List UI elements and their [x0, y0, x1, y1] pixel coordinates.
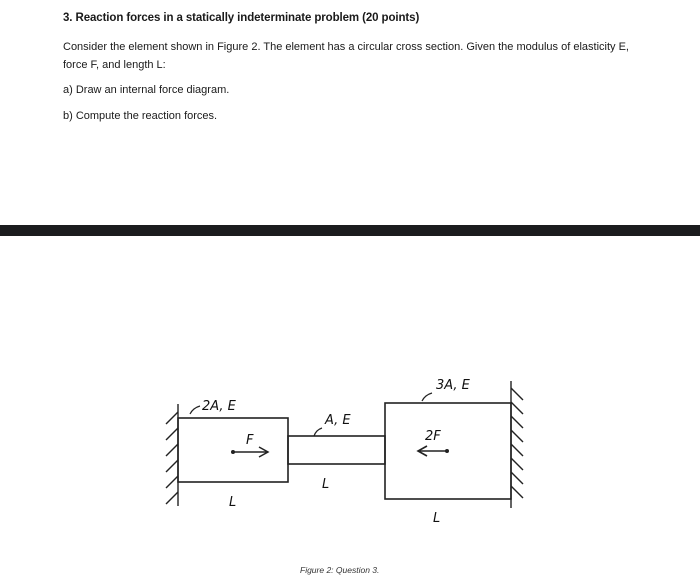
page-divider: [0, 225, 700, 236]
segment-3-label: 3A, E: [436, 378, 470, 393]
question-body: Consider the element shown in Figure 2. The element has a circular cross section. Given the modulus of elasticity E, force F, and length L:: [63, 41, 629, 71]
segment-2-box: [288, 436, 385, 464]
right-wall: [511, 381, 523, 508]
segment-1-label: 2A, E: [202, 399, 236, 414]
segment-3-length: L: [433, 511, 441, 526]
force-f-label: F: [246, 433, 254, 448]
figure-2: [0, 236, 700, 588]
figure-caption: Figure 2: Question 3.: [300, 565, 380, 575]
part-a: a) Draw an internal force diagram.: [63, 84, 230, 96]
question-heading: 3. Reaction forces in a statically indeterminate problem (20 points): [63, 12, 420, 24]
segment-2-label: A, E: [325, 413, 351, 428]
force-f-arrow: [232, 447, 268, 457]
part-b: b) Compute the reaction forces.: [63, 110, 218, 122]
left-wall: [166, 404, 178, 506]
segment-2-length: L: [322, 477, 330, 492]
force-2f-label: 2F: [425, 429, 441, 444]
segment-1-length: L: [229, 495, 237, 510]
force-2f-arrow: [418, 446, 448, 456]
